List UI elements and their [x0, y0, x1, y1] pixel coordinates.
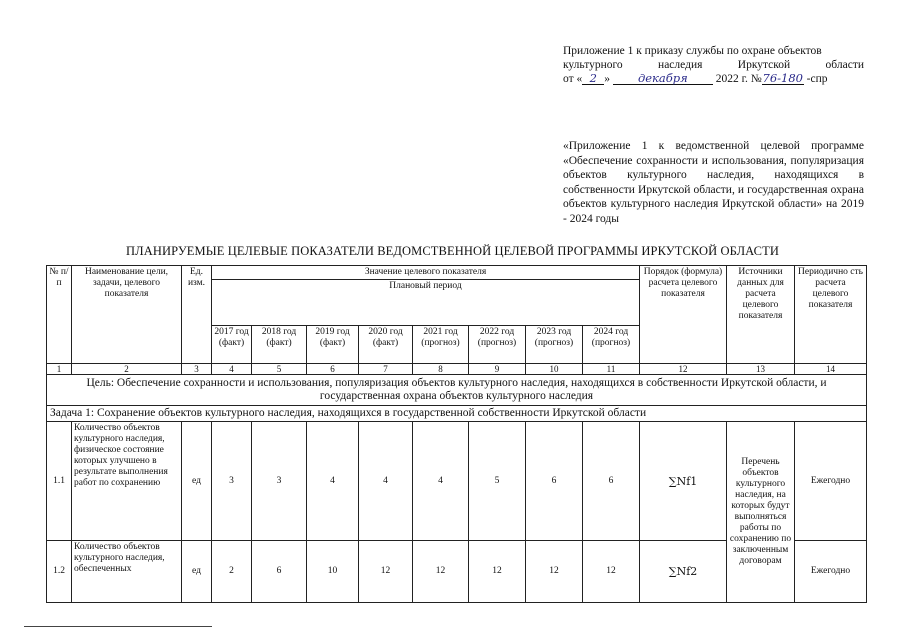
header-year-2020: 2020 год (факт): [359, 326, 413, 364]
handwritten-number: 76-180: [762, 71, 804, 85]
indicators-table: [46, 265, 867, 603]
header-name: Наименование цели, задачи, целевого показателя: [72, 266, 182, 364]
task-row: Задача 1: Сохранение объектов культурного наследия, находящихся в государственной собственности Иркутской области: [47, 406, 867, 422]
row-name: Количество объектов культурного наследия, физическое состояние которых улучшено в результате выполнения работ по сохранению: [72, 422, 182, 541]
column-number: 1: [47, 364, 72, 375]
column-number: 7: [359, 364, 413, 375]
row-value: 6: [526, 422, 583, 541]
row-value: 3: [252, 422, 307, 541]
appendix-note: «Приложение 1 к ведомственной целевой программе «Обеспечение сохранности и использования, популяризация объектов культурного наследия, находящихся в собственности Иркутской области, и государственная охрана объектов культурного наследия Иркутской области» на 2019 - 2024 годы: [563, 140, 864, 225]
row-value: 12: [413, 541, 469, 603]
goal-row: Цель: Обеспечение сохранности и использования, популяризация объектов культурного наследия, находящихся в собственности Иркутской области, и государственная охрана объектов культурного наследия: [47, 375, 867, 406]
row-unit: ед: [182, 541, 212, 603]
row-value: 6: [252, 541, 307, 603]
order-line-2: культурного наследия Иркутской области: [563, 59, 864, 71]
column-number: 9: [469, 364, 526, 375]
column-number: 8: [413, 364, 469, 375]
column-number: 10: [526, 364, 583, 375]
header-periodicity: Периодично сть расчета целевого показателя: [795, 266, 867, 364]
document-title: ПЛАНИРУЕМЫЕ ЦЕЛЕВЫЕ ПОКАЗАТЕЛИ ВЕДОМСТВЕННОЙ ЦЕЛЕВОЙ ПРОГРАММЫ ИРКУТСКОЙ ОБЛАСТИ: [126, 244, 779, 258]
column-number: 6: [307, 364, 359, 375]
column-number: 11: [583, 364, 640, 375]
handwritten-day: 2: [582, 72, 604, 85]
header-year-2017: 2017 год (факт): [212, 326, 252, 364]
row-value: 6: [583, 422, 640, 541]
order-reference: [563, 44, 864, 86]
row-value: 12: [359, 541, 413, 603]
row-value: 4: [413, 422, 469, 541]
column-number: 2: [72, 364, 182, 375]
footnote-divider: [24, 626, 212, 627]
header-unit: Ед. изм.: [182, 266, 212, 364]
column-number: 4: [212, 364, 252, 375]
row-unit: ед: [182, 422, 212, 541]
order-line-1: Приложение 1 к приказу службы по охране объектов: [563, 45, 822, 57]
column-number: 13: [727, 364, 795, 375]
row-periodicity: Ежегодно: [795, 541, 867, 603]
row-name: Количество объектов культурного наследия, обеспеченных: [72, 541, 182, 603]
column-number: 5: [252, 364, 307, 375]
row-formula: ∑Nf1: [640, 422, 727, 541]
header-order: Порядок (формула) расчета целевого показателя: [640, 266, 727, 364]
header-year-2019: 2019 год (факт): [307, 326, 359, 364]
row-value: 2: [212, 541, 252, 603]
handwritten-month: декабря: [613, 72, 713, 85]
header-num: № п/п: [47, 266, 72, 364]
row-value: 5: [469, 422, 526, 541]
table-row: [47, 422, 867, 541]
row-value: 12: [526, 541, 583, 603]
row-num: 1.1: [47, 422, 72, 541]
row-num: 1.2: [47, 541, 72, 603]
row-value: 12: [583, 541, 640, 603]
row-value: 10: [307, 541, 359, 603]
row-data-source: Перечень объектов культурного наследия, на которых будут выполняться работы по сохранению по заключенным договорам: [727, 422, 795, 603]
header-year-2021: 2021 год (прогноз): [413, 326, 469, 364]
header-sources: Источники данных для расчета целевого показателя: [727, 266, 795, 364]
header-planned-period: Плановый период: [212, 280, 640, 326]
header-value: Значение целевого показателя: [212, 266, 640, 280]
order-date-line: от « 2 » декабря 2022 г. №76-180 -спр: [563, 71, 828, 85]
column-number: 3: [182, 364, 212, 375]
column-number: 14: [795, 364, 867, 375]
row-value: 4: [307, 422, 359, 541]
row-periodicity: Ежегодно: [795, 422, 867, 541]
header-year-2018: 2018 год (факт): [252, 326, 307, 364]
row-value: 3: [212, 422, 252, 541]
header-year-2022: 2022 год (прогноз): [469, 326, 526, 364]
row-formula: ∑Nf2: [640, 541, 727, 603]
header-year-2023: 2023 год (прогноз): [526, 326, 583, 364]
row-value: 4: [359, 422, 413, 541]
header-year-2024: 2024 год (прогноз): [583, 326, 640, 364]
row-value: 12: [469, 541, 526, 603]
column-number: 12: [640, 364, 727, 375]
